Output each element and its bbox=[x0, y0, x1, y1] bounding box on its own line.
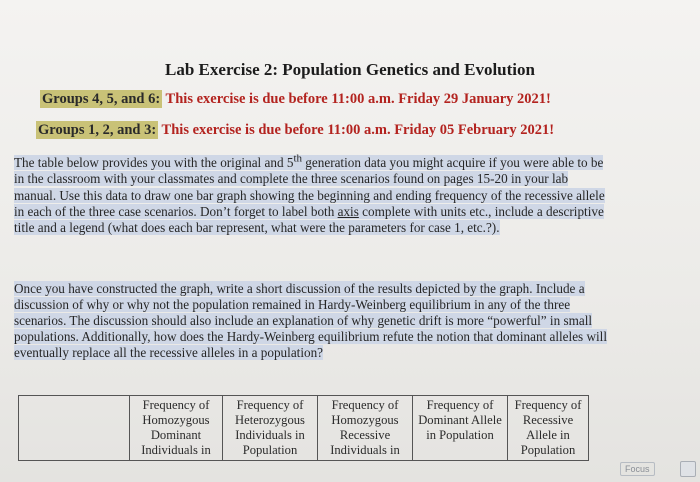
due-date-line-2 bbox=[36, 122, 554, 139]
focus-button[interactable]: Focus bbox=[620, 462, 655, 476]
instructions-paragraph-1 bbox=[14, 151, 610, 236]
due-date-line-1 bbox=[40, 91, 551, 108]
table-header-cell: Frequency of Heterozygous Individuals in Population bbox=[223, 396, 318, 461]
table-header-blank bbox=[19, 396, 130, 461]
page-title: Lab Exercise 2: Population Genetics and Evolution bbox=[165, 60, 535, 79]
paragraph-text: Once you have constructed the graph, write a short discussion of the results depicted by the graph. Include a discussion of why or why not the population remained in Hardy-Weinberg equilibrium in any of the three scenarios. The discussion should also include an explanation of why genetic drift is more “powerful” in small populations. Additionally, how does the Hardy-Weinberg equilibrium refute the notion that dominant alleles will eventually replace all the recessive alleles in a population? bbox=[14, 281, 607, 361]
corner-icon[interactable] bbox=[680, 461, 696, 477]
underlined-word: axis bbox=[337, 203, 359, 219]
table-header-cell: Frequency of Recessive Allele in Population bbox=[508, 396, 589, 461]
table-header-cell: Frequency of Homozygous Recessive Individuals in bbox=[318, 396, 413, 461]
due-message: This exercise is due before 11:00 a.m. Friday 05 February 2021! bbox=[158, 122, 555, 138]
frequency-table bbox=[18, 395, 589, 461]
table-header-row bbox=[19, 396, 589, 461]
table-header-cell: Frequency of Dominant Allele in Population bbox=[413, 396, 508, 461]
paragraph-text: The table below provides you with the original and 5th generation data you might acquire if you were able to be in the classroom with your classmates and complete the three scenarios found on pages 15-20 in your lab manual. Use this data to draw one bar graph showing the beginning and ending frequency of the recessive allele in each of the three case scenarios. Don’t forget to label both axis complete with units etc., include a descriptive title and a legend (what does each bar represent, what were the parameters for case 1, etc.?). bbox=[14, 153, 605, 235]
due-groups-label: Groups 1, 2, and 3: bbox=[38, 122, 157, 138]
due-message: This exercise is due before 11:00 a.m. Friday 29 January 2021! bbox=[162, 91, 551, 107]
instructions-paragraph-2 bbox=[14, 281, 610, 361]
table-header-cell: Frequency of Homozygous Dominant Individuals in bbox=[130, 396, 223, 461]
due-groups-label: Groups 4, 5, and 6: bbox=[42, 91, 161, 107]
